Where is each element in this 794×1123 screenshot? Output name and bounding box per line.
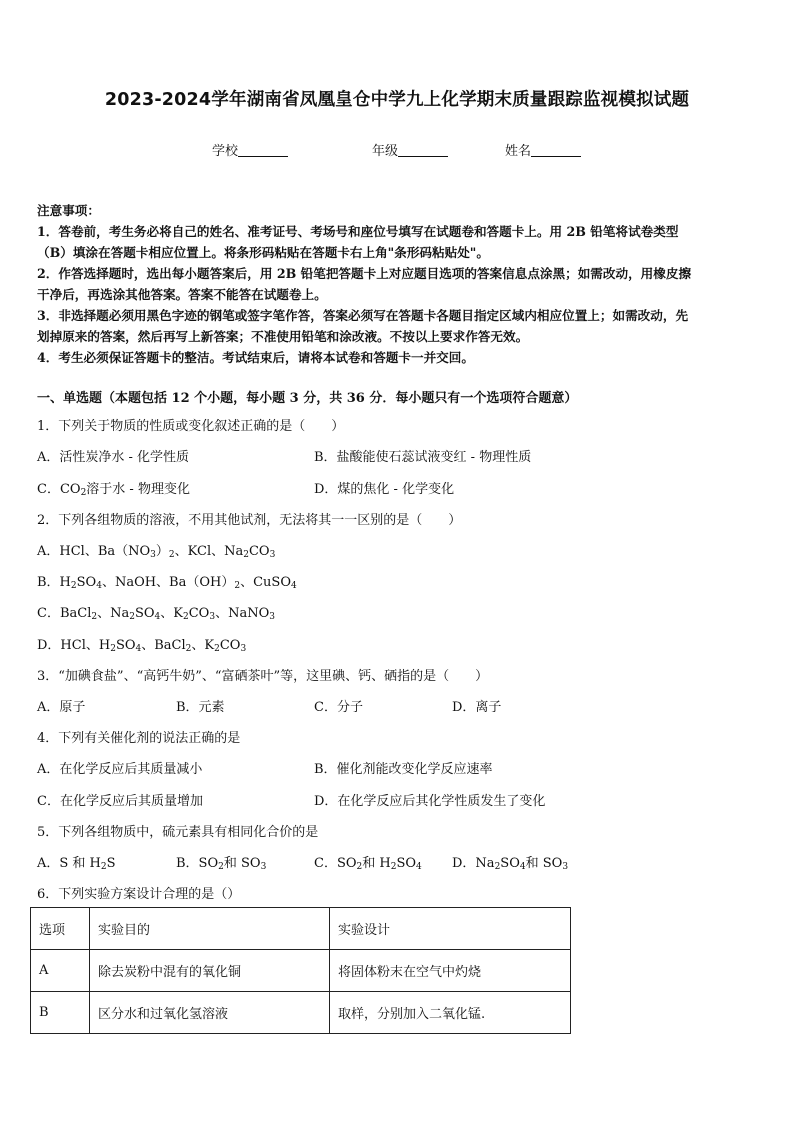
- page-title: 2023-2024学年湖南省凤凰皇仓中学九上化学期末质量跟踪监视模拟试题: [104, 90, 690, 110]
- formula-part: S: [106, 856, 116, 871]
- table-cell: 区分水和过氧化氢溶液: [90, 992, 330, 1034]
- formula-sub: 2: [168, 550, 175, 560]
- note-3-line-2: 划掉原来的答案，然后再写上新答案；不准使用铅笔和涂改液。不按以上要求作答无效。: [37, 329, 529, 344]
- formula-sub: 3: [269, 612, 275, 622]
- note-1-line-1: 1．答卷前，考生务必将自己的姓名、准考证号、考场号和座位号填写在试题卷和答题卡上。用 2B 铅笔将试卷类型: [37, 224, 679, 239]
- formula-part: 和 H: [362, 856, 391, 871]
- header-design: 实验设计: [330, 908, 571, 950]
- q1-c-subscript: 2: [80, 488, 87, 498]
- formula-sub: 3: [260, 862, 267, 872]
- formula-sub: 4: [154, 612, 161, 622]
- q3-option-a: A．原子: [37, 700, 86, 715]
- formula-part: ）: [155, 544, 169, 559]
- q3-option-c: C．分子: [314, 700, 363, 715]
- formula-part: 和 SO: [223, 856, 261, 871]
- question-5-stem: 5．下列各组物质中，硫元素具有相同化合价的是: [37, 825, 319, 840]
- q1-option-a: A．活性炭净水 - 化学性质: [37, 450, 190, 465]
- formula-sub: 2: [214, 644, 220, 654]
- formula-part: 、NaNO: [215, 606, 270, 621]
- question-2-stem: 2．下列各组物质的溶液，不用其他试剂，无法将其一一区别的是（ ）: [37, 513, 462, 528]
- formula-part: 和 SO: [525, 856, 563, 871]
- formula-part: SO: [134, 606, 155, 621]
- q5-option-d: [452, 852, 568, 872]
- section-heading: 一、单选题（本题包括 12 个小题，每小题 3 分，共 36 分．每小题只有一个选项符合题意）: [37, 391, 578, 406]
- note-3-line-1: 3．非选择题必须用黑色字迹的钢笔或签字笔作答，答案必须写在答题卡各题目指定区域内相应位置上；如需改动，先: [37, 308, 689, 323]
- formula-sub: 2: [70, 581, 77, 591]
- school-label: 学校: [212, 144, 239, 159]
- formula-part: A．S 和 H: [37, 856, 101, 871]
- table-cell: 取样，分别加入二氧化锰.: [330, 992, 571, 1034]
- q1-option-d: D．煤的焦化 - 化学变化: [314, 482, 455, 497]
- formula-part: D．HCl、H: [37, 638, 111, 653]
- formula-part: CO: [188, 606, 210, 621]
- formula-part: CO: [248, 544, 270, 559]
- header-purpose: 实验目的: [90, 908, 330, 950]
- q4-option-a: A．在化学反应后其质量减小: [37, 762, 203, 777]
- q3-option-d: D．离子: [452, 700, 502, 715]
- formula-part: 、NaOH、Ba（OH）: [101, 575, 235, 590]
- header-option: 选项: [31, 908, 90, 950]
- table-row: [31, 992, 571, 1034]
- school-field: [212, 140, 288, 159]
- formula-part: 、K: [191, 638, 215, 653]
- formula-part: A．HCl、Ba（NO: [37, 544, 151, 559]
- formula-sub: 2: [390, 862, 397, 872]
- question-6-stem: 6．下列实验方案设计合理的是（）: [37, 887, 241, 902]
- note-4: 4．考生必须保证答题卡的整洁。考试结束后，请将本试卷和答题卡一并交回。: [37, 350, 474, 365]
- question-1-stem: 1．下列关于物质的性质或变化叙述正确的是（ ）: [37, 419, 345, 434]
- formula-sub: 3: [150, 550, 156, 560]
- table-cell: 除去炭粉中混有的氧化铜: [90, 950, 330, 992]
- table-cell: A: [31, 950, 90, 992]
- q5-option-b: [176, 852, 266, 872]
- formula-sub: 4: [416, 862, 422, 872]
- q1-option-b: B．盐酸能使石蕊试液变红 - 物理性质: [314, 450, 532, 465]
- note-1-line-2: （B）填涂在答题卡相应位置上。将条形码粘贴在答题卡右上角"条形码粘贴处"。: [37, 245, 489, 260]
- formula-part: C．BaCl: [37, 606, 92, 621]
- formula-part: C．SO: [314, 856, 357, 871]
- name-field: [505, 140, 581, 159]
- note-2-line-2: 干净后，再选涂其他答案。答案不能答在试题卷上。: [37, 287, 327, 302]
- formula-part: 、CuSO: [240, 575, 291, 590]
- table-header-row: [31, 908, 571, 950]
- experiment-table: [30, 907, 571, 1034]
- formula-sub: 2: [185, 644, 192, 654]
- formula-sub: 4: [519, 862, 526, 872]
- formula-part: SO: [115, 638, 136, 653]
- q2-option-a: [37, 540, 275, 560]
- formula-sub: 2: [494, 862, 501, 872]
- notes-block: [37, 200, 757, 368]
- name-label: 姓名: [505, 144, 532, 159]
- notes-heading: 注意事项：: [37, 203, 100, 218]
- formula-part: CO: [219, 638, 241, 653]
- formula-sub: 2: [234, 581, 241, 591]
- formula-sub: 3: [269, 550, 276, 560]
- grade-blank: [398, 142, 448, 157]
- q2-option-c: [37, 602, 275, 622]
- school-blank: [238, 142, 288, 157]
- formula-sub: 2: [100, 862, 107, 872]
- q4-option-b: B．催化剂能改变化学反应速率: [314, 762, 493, 777]
- q2-option-b: [37, 571, 297, 591]
- q1-option-c: [37, 478, 190, 498]
- formula-sub: 4: [135, 644, 142, 654]
- formula-part: B．H: [37, 575, 71, 590]
- formula-part: 、BaCl: [141, 638, 186, 653]
- formula-sub: 2: [218, 862, 224, 872]
- q4-option-c: C．在化学反应后其质量增加: [37, 794, 203, 809]
- formula-part: SO: [396, 856, 417, 871]
- grade-field: [372, 140, 448, 159]
- q1-c-text-end: 溶于水 - 物理变化: [86, 482, 190, 497]
- formula-sub: 4: [290, 581, 297, 591]
- q3-option-b: B．元素: [176, 700, 225, 715]
- formula-sub: 2: [110, 644, 116, 654]
- grade-label: 年级: [372, 144, 399, 159]
- question-3-stem: 3．“加碘食盐”、“高钙牛奶”、“富硒茶叶”等，这里碘、钙、硒指的是（ ）: [37, 669, 489, 684]
- q4-option-d: D．在化学反应后其化学性质发生了变化: [314, 794, 546, 809]
- formula-part: B．SO: [176, 856, 219, 871]
- formula-sub: 3: [562, 862, 569, 872]
- formula-sub: 2: [243, 550, 249, 560]
- formula-sub: 3: [240, 644, 247, 654]
- q1-c-text: C．CO: [37, 482, 81, 497]
- formula-part: SO: [500, 856, 520, 871]
- formula-sub: 3: [209, 612, 216, 622]
- q2-option-d: [37, 634, 246, 654]
- table-row: [31, 950, 571, 992]
- formula-part: 、Na: [97, 606, 130, 621]
- formula-sub: 2: [91, 612, 98, 622]
- question-4-stem: 4．下列有关催化剂的说法正确的是: [37, 731, 241, 746]
- formula-sub: 4: [96, 581, 102, 591]
- name-blank: [531, 142, 581, 157]
- formula-part: D．Na: [452, 856, 495, 871]
- formula-part: SO: [76, 575, 97, 590]
- table-cell: 将固体粉末在空气中灼烧: [330, 950, 571, 992]
- formula-part: 、KCl、Na: [174, 544, 244, 559]
- formula-sub: 2: [183, 612, 189, 622]
- q5-option-a: [37, 852, 116, 872]
- formula-sub: 2: [356, 862, 363, 872]
- table-cell: B: [31, 992, 90, 1034]
- formula-part: 、K: [160, 606, 183, 621]
- note-2-line-1: 2．作答选择题时，选出每小题答案后，用 2B 铅笔把答题卡上对应题目选项的答案信息点涂黑；如需改动，用橡皮擦: [37, 266, 692, 281]
- q5-option-c: [314, 852, 422, 872]
- formula-sub: 2: [129, 612, 135, 622]
